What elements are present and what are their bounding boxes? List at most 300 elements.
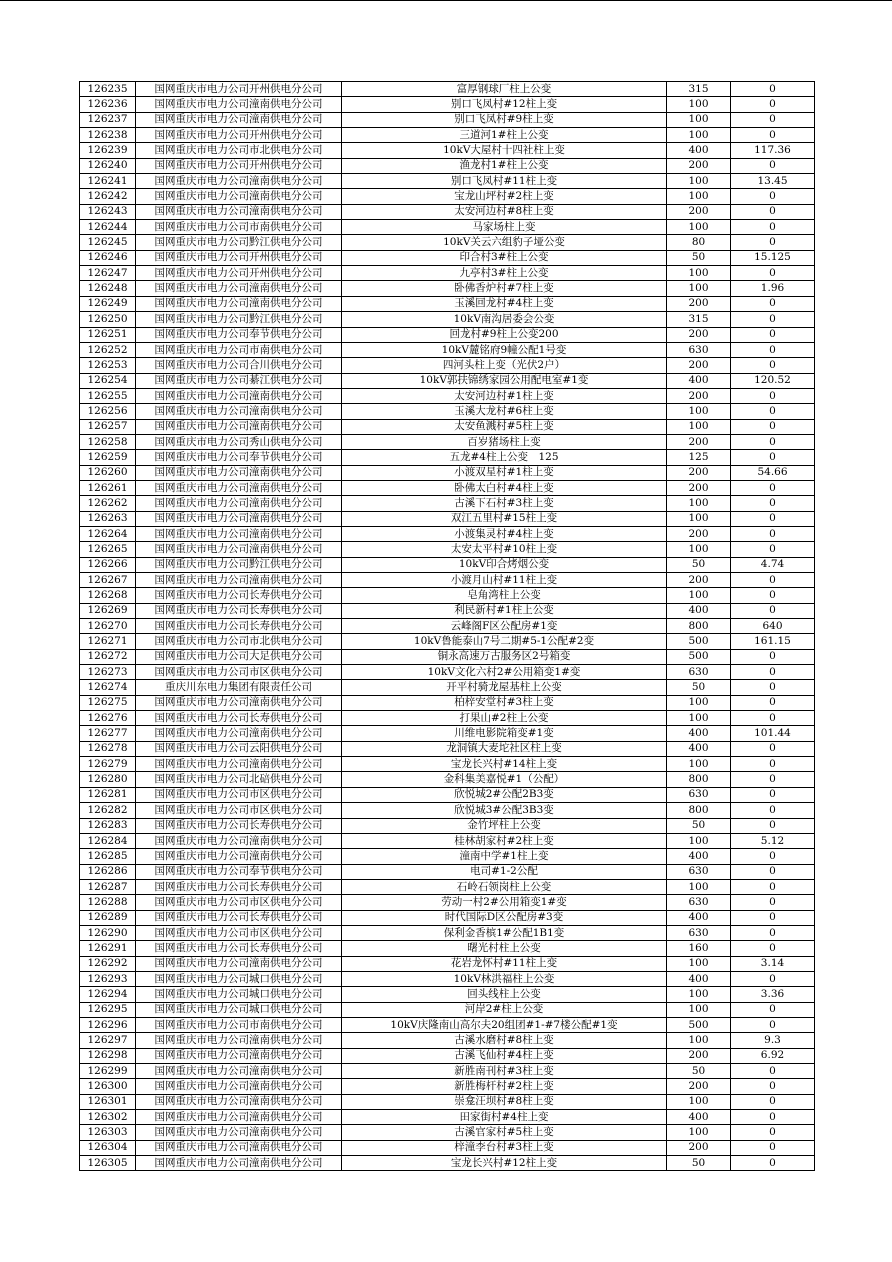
power-company-cell: 国网重庆市电力公司潼南供电分公司	[136, 1064, 342, 1079]
transformer-name-cell: 10kV南沟居委会公变	[342, 312, 667, 327]
row-id-cell: 126265	[80, 542, 136, 557]
power-company-cell: 国网重庆市电力公司潼南供电分公司	[136, 388, 342, 403]
power-company-cell: 重庆川东电力集团有限责任公司	[136, 680, 342, 695]
transformer-name-cell: 古溪飞仙村#4柱上变	[342, 1048, 667, 1063]
row-id-cell: 126284	[80, 833, 136, 848]
power-company-cell: 国网重庆市电力公司潼南供电分公司	[136, 526, 342, 541]
power-company-cell: 国网重庆市电力公司黔江供电分公司	[136, 312, 342, 327]
power-company-cell: 国网重庆市电力公司市区供电分公司	[136, 665, 342, 680]
power-company-cell: 国网重庆市电力公司市南供电分公司	[136, 342, 342, 357]
capacity-cell: 200	[667, 388, 731, 403]
capacity-cell: 400	[667, 741, 731, 756]
power-company-cell: 国网重庆市电力公司潼南供电分公司	[136, 757, 342, 772]
value-cell: 6.92	[731, 1048, 815, 1063]
table-row	[80, 465, 815, 480]
capacity-cell: 200	[667, 1079, 731, 1094]
table-row	[80, 864, 815, 879]
transformer-name-cell: 新胜梅杆村#2柱上变	[342, 1079, 667, 1094]
transformer-name-cell: 渔龙村1#柱上公变	[342, 158, 667, 173]
capacity-cell: 100	[667, 404, 731, 419]
power-company-cell: 国网重庆市电力公司市南供电分公司	[136, 1017, 342, 1032]
value-cell: 0	[731, 327, 815, 342]
table-row	[80, 757, 815, 772]
value-cell: 1.96	[731, 281, 815, 296]
row-id-cell: 126257	[80, 419, 136, 434]
table-row	[80, 373, 815, 388]
transformer-name-cell: 皂角湾柱上公变	[342, 588, 667, 603]
row-id-cell: 126247	[80, 266, 136, 281]
capacity-cell: 200	[667, 573, 731, 588]
capacity-cell: 160	[667, 941, 731, 956]
value-cell: 0	[731, 711, 815, 726]
capacity-cell: 200	[667, 465, 731, 480]
row-id-cell: 126285	[80, 849, 136, 864]
table-row	[80, 1079, 815, 1094]
power-company-cell: 国网重庆市电力公司长寿供电分公司	[136, 588, 342, 603]
capacity-cell: 200	[667, 358, 731, 373]
power-company-cell: 国网重庆市电力公司潼南供电分公司	[136, 174, 342, 189]
row-id-cell: 126261	[80, 480, 136, 495]
capacity-cell: 400	[667, 1110, 731, 1125]
transformer-name-cell: 小渡月山村#11柱上变	[342, 573, 667, 588]
transformer-name-cell: 宝龙山坪村#2柱上变	[342, 189, 667, 204]
transformer-name-cell: 打果山#2柱上公变	[342, 711, 667, 726]
value-cell: 0	[731, 542, 815, 557]
row-id-cell: 126302	[80, 1110, 136, 1125]
capacity-cell: 400	[667, 971, 731, 986]
transformer-name-cell: 卧佛香炉村#7柱上变	[342, 281, 667, 296]
power-company-cell: 国网重庆市电力公司潼南供电分公司	[136, 833, 342, 848]
value-cell: 640	[731, 619, 815, 634]
value-cell: 0	[731, 496, 815, 511]
table-row	[80, 235, 815, 250]
table-row	[80, 82, 815, 97]
value-cell: 0	[731, 1017, 815, 1032]
table-row	[80, 971, 815, 986]
power-company-cell: 国网重庆市电力公司潼南供电分公司	[136, 465, 342, 480]
value-cell: 0	[731, 787, 815, 802]
capacity-cell: 500	[667, 649, 731, 664]
table-row	[80, 803, 815, 818]
value-cell: 0	[731, 757, 815, 772]
power-company-cell: 国网重庆市电力公司市区供电分公司	[136, 925, 342, 940]
value-cell: 5.12	[731, 833, 815, 848]
capacity-cell: 630	[667, 787, 731, 802]
power-company-cell: 国网重庆市电力公司大足供电分公司	[136, 649, 342, 664]
row-id-cell: 126283	[80, 818, 136, 833]
power-company-cell: 国网重庆市电力公司奉节供电分公司	[136, 864, 342, 879]
transformer-name-cell: 铜永高速万古服务区2号箱变	[342, 649, 667, 664]
value-cell: 161.15	[731, 634, 815, 649]
table-row	[80, 358, 815, 373]
capacity-cell: 630	[667, 665, 731, 680]
row-id-cell: 126245	[80, 235, 136, 250]
capacity-cell: 50	[667, 1156, 731, 1171]
value-cell: 0	[731, 1002, 815, 1017]
transformer-name-cell: 九亭村3#柱上公变	[342, 266, 667, 281]
transformer-name-cell: 保利金香槟1#公配1B1变	[342, 925, 667, 940]
value-cell: 0	[731, 1140, 815, 1155]
capacity-cell: 100	[667, 757, 731, 772]
power-company-cell: 国网重庆市电力公司潼南供电分公司	[136, 956, 342, 971]
power-company-cell: 国网重庆市电力公司潼南供电分公司	[136, 1079, 342, 1094]
row-id-cell: 126299	[80, 1064, 136, 1079]
value-cell: 0	[731, 603, 815, 618]
value-cell: 117.36	[731, 143, 815, 158]
value-cell: 0	[731, 358, 815, 373]
transformer-name-cell: 欣悦城3#公配3B3变	[342, 803, 667, 818]
capacity-cell: 500	[667, 634, 731, 649]
capacity-cell: 50	[667, 680, 731, 695]
value-cell: 0	[731, 112, 815, 127]
value-cell: 0	[731, 511, 815, 526]
table-row	[80, 450, 815, 465]
power-company-cell: 国网重庆市电力公司长寿供电分公司	[136, 711, 342, 726]
value-cell: 0	[731, 573, 815, 588]
table-row	[80, 404, 815, 419]
row-id-cell: 126286	[80, 864, 136, 879]
capacity-cell: 100	[667, 833, 731, 848]
value-cell: 13.45	[731, 174, 815, 189]
table-row	[80, 158, 815, 173]
capacity-cell: 800	[667, 772, 731, 787]
capacity-cell: 200	[667, 480, 731, 495]
transformer-name-cell: 双江五里村#15柱上变	[342, 511, 667, 526]
transformer-name-cell: 金竹坪柱上公变	[342, 818, 667, 833]
transformer-name-cell: 别口飞凤村#9柱上变	[342, 112, 667, 127]
row-id-cell: 126243	[80, 204, 136, 219]
table-row	[80, 941, 815, 956]
power-company-cell: 国网重庆市电力公司开州供电分公司	[136, 128, 342, 143]
power-company-cell: 国网重庆市电力公司潼南供电分公司	[136, 296, 342, 311]
value-cell: 0	[731, 1156, 815, 1171]
table-row	[80, 312, 815, 327]
row-id-cell: 126246	[80, 250, 136, 265]
row-id-cell: 126268	[80, 588, 136, 603]
value-cell: 0	[731, 82, 815, 97]
value-cell: 0	[731, 404, 815, 419]
transformer-name-cell: 太安河边村#8柱上变	[342, 204, 667, 219]
capacity-cell: 200	[667, 158, 731, 173]
power-company-cell: 国网重庆市电力公司开州供电分公司	[136, 158, 342, 173]
power-company-cell: 国网重庆市电力公司潼南供电分公司	[136, 511, 342, 526]
value-cell: 0	[731, 97, 815, 112]
transformer-name-cell: 玉溪回龙村#4柱上变	[342, 296, 667, 311]
row-id-cell: 126291	[80, 941, 136, 956]
transformer-name-cell: 桂林胡家村#2柱上变	[342, 833, 667, 848]
table-row	[80, 741, 815, 756]
value-cell: 0	[731, 925, 815, 940]
capacity-cell: 400	[667, 603, 731, 618]
transformer-name-cell: 回头线柱上公变	[342, 987, 667, 1002]
value-cell: 54.66	[731, 465, 815, 480]
row-id-cell: 126269	[80, 603, 136, 618]
power-company-cell: 国网重庆市电力公司潼南供电分公司	[136, 573, 342, 588]
value-cell: 0	[731, 665, 815, 680]
power-company-cell: 国网重庆市电力公司市区供电分公司	[136, 787, 342, 802]
transformer-name-cell: 10kV文化六村2#公用箱变1#变	[342, 665, 667, 680]
transformer-name-cell: 别口飞凤村#11柱上变	[342, 174, 667, 189]
capacity-cell: 100	[667, 281, 731, 296]
row-id-cell: 126262	[80, 496, 136, 511]
row-id-cell: 126241	[80, 174, 136, 189]
table-row	[80, 1110, 815, 1125]
row-id-cell: 126304	[80, 1140, 136, 1155]
power-company-cell: 国网重庆市电力公司黔江供电分公司	[136, 557, 342, 572]
value-cell: 0	[731, 864, 815, 879]
table-row	[80, 833, 815, 848]
capacity-cell: 800	[667, 619, 731, 634]
capacity-cell: 100	[667, 174, 731, 189]
value-cell: 0	[731, 772, 815, 787]
table-row	[80, 925, 815, 940]
table-row	[80, 296, 815, 311]
transformer-name-cell: 柏梓安堂村#3柱上变	[342, 695, 667, 710]
value-cell: 0	[731, 910, 815, 925]
value-cell: 0	[731, 1064, 815, 1079]
capacity-cell: 400	[667, 143, 731, 158]
transformer-name-cell: 时代国际D区公配房#3变	[342, 910, 667, 925]
power-company-cell: 国网重庆市电力公司潼南供电分公司	[136, 1156, 342, 1171]
row-id-cell: 126271	[80, 634, 136, 649]
table-row	[80, 665, 815, 680]
row-id-cell: 126280	[80, 772, 136, 787]
transformer-name-cell: 五龙#4柱上公变 125	[342, 450, 667, 465]
row-id-cell: 126295	[80, 1002, 136, 1017]
transformer-name-cell: 四河头柱上变（光伏2户）	[342, 358, 667, 373]
table-row	[80, 987, 815, 1002]
capacity-cell: 200	[667, 526, 731, 541]
table-row	[80, 1017, 815, 1032]
row-id-cell: 126238	[80, 128, 136, 143]
power-company-cell: 国网重庆市电力公司潼南供电分公司	[136, 281, 342, 296]
value-cell: 0	[731, 1079, 815, 1094]
row-id-cell: 126287	[80, 879, 136, 894]
capacity-cell: 200	[667, 1140, 731, 1155]
transformer-name-cell: 小渡双星村#1柱上变	[342, 465, 667, 480]
row-id-cell: 126296	[80, 1017, 136, 1032]
table-row	[80, 189, 815, 204]
value-cell: 0	[731, 296, 815, 311]
row-id-cell: 126237	[80, 112, 136, 127]
row-id-cell: 126251	[80, 327, 136, 342]
capacity-cell: 50	[667, 818, 731, 833]
capacity-cell: 100	[667, 189, 731, 204]
value-cell: 0	[731, 434, 815, 449]
row-id-cell: 126260	[80, 465, 136, 480]
table-row	[80, 557, 815, 572]
capacity-cell: 100	[667, 956, 731, 971]
transformer-name-cell: 古溪下石村#3柱上变	[342, 496, 667, 511]
transformer-name-cell: 卧佛太白村#4柱上变	[342, 480, 667, 495]
table-row	[80, 496, 815, 511]
power-company-cell: 国网重庆市电力公司潼南供电分公司	[136, 1140, 342, 1155]
value-cell: 0	[731, 1125, 815, 1140]
power-company-cell: 国网重庆市电力公司北碚供电分公司	[136, 772, 342, 787]
table-row	[80, 1156, 815, 1171]
power-company-cell: 国网重庆市电力公司长寿供电分公司	[136, 941, 342, 956]
row-id-cell: 126281	[80, 787, 136, 802]
capacity-cell: 100	[667, 496, 731, 511]
table-row	[80, 603, 815, 618]
capacity-cell: 200	[667, 204, 731, 219]
transformer-name-cell: 10kV林洪福柱上公变	[342, 971, 667, 986]
transformer-name-cell: 印合村3#柱上公变	[342, 250, 667, 265]
capacity-cell: 100	[667, 112, 731, 127]
transformer-name-cell: 太安鱼溅村#5柱上变	[342, 419, 667, 434]
value-cell: 15.125	[731, 250, 815, 265]
value-cell: 0	[731, 128, 815, 143]
row-id-cell: 126254	[80, 373, 136, 388]
row-id-cell: 126292	[80, 956, 136, 971]
transformer-name-cell: 龙洞镇大麦坨社区柱上变	[342, 741, 667, 756]
row-id-cell: 126239	[80, 143, 136, 158]
power-company-cell: 国网重庆市电力公司长寿供电分公司	[136, 818, 342, 833]
transformer-name-cell: 川维电影院箱变#1变	[342, 726, 667, 741]
value-cell: 0	[731, 680, 815, 695]
value-cell: 4.74	[731, 557, 815, 572]
capacity-cell: 400	[667, 726, 731, 741]
table-row	[80, 634, 815, 649]
value-cell: 0	[731, 879, 815, 894]
power-company-cell: 国网重庆市电力公司开州供电分公司	[136, 82, 342, 97]
transformer-name-cell: 太安河边村#1柱上变	[342, 388, 667, 403]
value-cell: 0	[731, 480, 815, 495]
capacity-cell: 200	[667, 327, 731, 342]
value-cell: 0	[731, 189, 815, 204]
value-cell: 0	[731, 235, 815, 250]
transformer-name-cell: 宝龙长兴村#14柱上变	[342, 757, 667, 772]
row-id-cell: 126288	[80, 895, 136, 910]
table-row	[80, 956, 815, 971]
row-id-cell: 126297	[80, 1033, 136, 1048]
row-id-cell: 126305	[80, 1156, 136, 1171]
table-row	[80, 174, 815, 189]
transformer-name-cell: 花岩龙怀村#11柱上变	[342, 956, 667, 971]
table-row	[80, 787, 815, 802]
transformer-name-cell: 10kV鲁能泰山7号二期#5-1公配#2变	[342, 634, 667, 649]
value-cell: 0	[731, 803, 815, 818]
value-cell: 0	[731, 695, 815, 710]
transformer-name-cell: 新胜南刊村#3柱上变	[342, 1064, 667, 1079]
power-company-cell: 国网重庆市电力公司潼南供电分公司	[136, 480, 342, 495]
value-cell: 0	[731, 388, 815, 403]
capacity-cell: 100	[667, 987, 731, 1002]
power-company-cell: 国网重庆市电力公司市区供电分公司	[136, 803, 342, 818]
value-cell: 0	[731, 419, 815, 434]
row-id-cell: 126276	[80, 711, 136, 726]
capacity-cell: 315	[667, 312, 731, 327]
row-id-cell: 126258	[80, 434, 136, 449]
row-id-cell: 126244	[80, 220, 136, 235]
capacity-cell: 100	[667, 128, 731, 143]
transformer-name-cell: 10kV印合烤烟公变	[342, 557, 667, 572]
row-id-cell: 126289	[80, 910, 136, 925]
table-row	[80, 818, 815, 833]
power-company-cell: 国网重庆市电力公司潼南供电分公司	[136, 726, 342, 741]
table-row	[80, 1094, 815, 1109]
transformer-name-cell: 马家场柱上变	[342, 220, 667, 235]
table-row	[80, 266, 815, 281]
transformer-name-cell: 别口飞凤村#12柱上变	[342, 97, 667, 112]
power-company-cell: 国网重庆市电力公司潼南供电分公司	[136, 849, 342, 864]
capacity-cell: 80	[667, 235, 731, 250]
table-row	[80, 879, 815, 894]
value-cell: 0	[731, 941, 815, 956]
value-cell: 0	[731, 588, 815, 603]
row-id-cell: 126274	[80, 680, 136, 695]
value-cell: 0	[731, 1094, 815, 1109]
table-row	[80, 434, 815, 449]
transformer-name-cell: 欣悦城2#公配2B3变	[342, 787, 667, 802]
capacity-cell: 630	[667, 864, 731, 879]
transformer-name-cell: 崇龛汪坝村#8柱上变	[342, 1094, 667, 1109]
capacity-cell: 200	[667, 434, 731, 449]
power-company-cell: 国网重庆市电力公司潼南供电分公司	[136, 1125, 342, 1140]
table-row	[80, 680, 815, 695]
row-id-cell: 126248	[80, 281, 136, 296]
table-row	[80, 588, 815, 603]
capacity-cell: 100	[667, 220, 731, 235]
transformer-name-cell: 云峰阁F区公配房#1变	[342, 619, 667, 634]
power-company-cell: 国网重庆市电力公司云阳供电分公司	[136, 741, 342, 756]
value-cell: 0	[731, 450, 815, 465]
value-cell: 0	[731, 649, 815, 664]
transformer-name-cell: 10kV大屋村十四社柱上变	[342, 143, 667, 158]
table-row	[80, 772, 815, 787]
power-company-cell: 国网重庆市电力公司奉节供电分公司	[136, 327, 342, 342]
row-id-cell: 126242	[80, 189, 136, 204]
capacity-cell: 400	[667, 373, 731, 388]
transformer-name-cell: 富厚钢球厂柱上公变	[342, 82, 667, 97]
value-cell: 0	[731, 971, 815, 986]
row-id-cell: 126278	[80, 741, 136, 756]
value-cell: 0	[731, 526, 815, 541]
row-id-cell: 126272	[80, 649, 136, 664]
table-row	[80, 711, 815, 726]
table-row	[80, 480, 815, 495]
row-id-cell: 126290	[80, 925, 136, 940]
table-row	[80, 220, 815, 235]
value-cell: 0	[731, 895, 815, 910]
table-row	[80, 250, 815, 265]
capacity-cell: 100	[667, 1002, 731, 1017]
row-id-cell: 126279	[80, 757, 136, 772]
row-id-cell: 126300	[80, 1079, 136, 1094]
table-row	[80, 281, 815, 296]
row-id-cell: 126273	[80, 665, 136, 680]
capacity-cell: 200	[667, 1048, 731, 1063]
capacity-cell: 100	[667, 711, 731, 726]
power-company-cell: 国网重庆市电力公司长寿供电分公司	[136, 603, 342, 618]
value-cell: 0	[731, 342, 815, 357]
power-company-cell: 国网重庆市电力公司开州供电分公司	[136, 266, 342, 281]
capacity-cell: 100	[667, 879, 731, 894]
transformer-name-cell: 10kV麓铭府9幢公配1号变	[342, 342, 667, 357]
row-id-cell: 126277	[80, 726, 136, 741]
row-id-cell: 126303	[80, 1125, 136, 1140]
power-company-cell: 国网重庆市电力公司长寿供电分公司	[136, 879, 342, 894]
capacity-cell: 50	[667, 250, 731, 265]
table-row	[80, 849, 815, 864]
row-id-cell: 126293	[80, 971, 136, 986]
power-company-cell: 国网重庆市电力公司市北供电分公司	[136, 143, 342, 158]
value-cell: 0	[731, 204, 815, 219]
capacity-cell: 100	[667, 1094, 731, 1109]
power-company-cell: 国网重庆市电力公司潼南供电分公司	[136, 97, 342, 112]
row-id-cell: 126275	[80, 695, 136, 710]
power-company-cell: 国网重庆市电力公司潼南供电分公司	[136, 1094, 342, 1109]
